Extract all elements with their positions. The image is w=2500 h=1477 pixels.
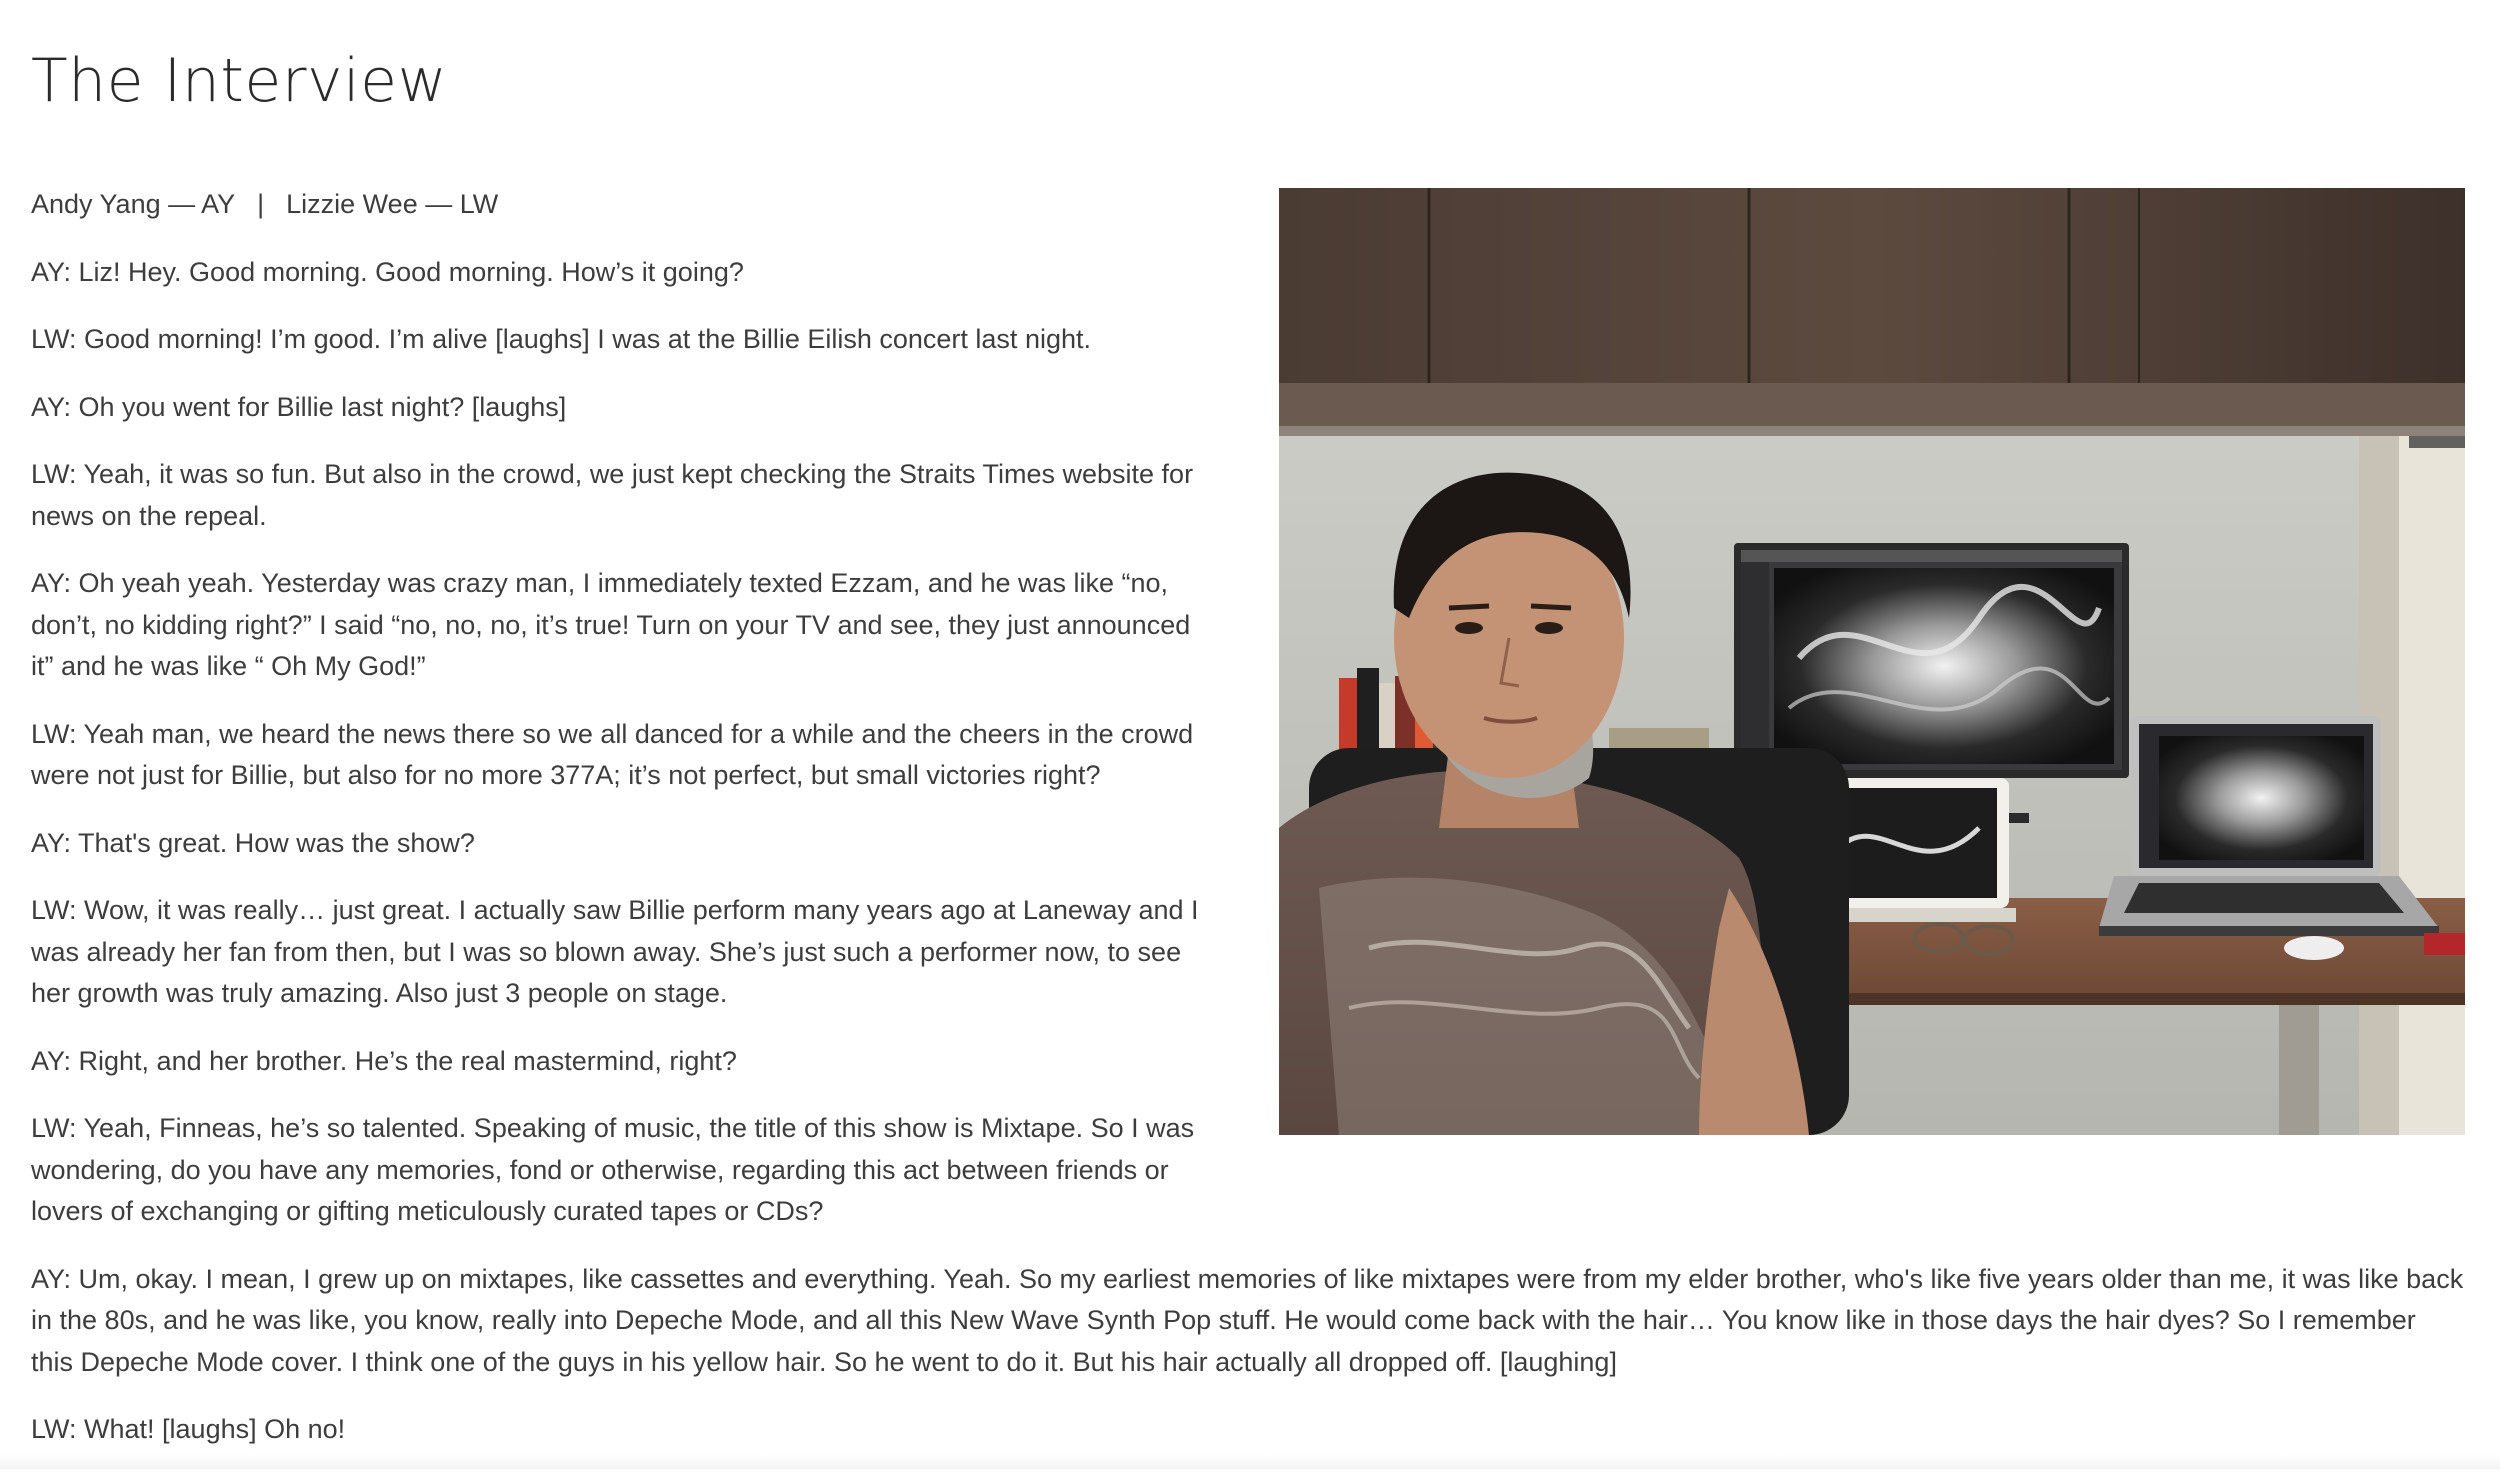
speaker-separator: | [257,189,265,219]
dialogue-paragraph: LW: Yeah, Finneas, he’s so talented. Speaking of music, the title of this show is Mixtape. So I was wondering, do you have any memories, fond or otherwise, regarding this act between friends or lovers of exchanging or gifting meticulously curated tapes or CDs? [31,1113,1195,1226]
portrait-photo [1279,188,2465,1135]
bottom-fade [0,1455,2500,1469]
dialogue-paragraph: LW: What! [laughs] Oh no! [31,1414,346,1444]
dialogue-paragraph: AY: Right, and her brother. He’s the real mastermind, right? [31,1045,737,1076]
dialogue-paragraph: LW: Good morning! I’m good. I’m alive [laughs] I was at the Billie Eilish concert last night. [31,324,1091,354]
speaker-lw: Lizzie Wee — LW [286,189,499,219]
dialogue-paragraph: AY: Um, okay. I mean, I grew up on mixtapes, like cassettes and everything. Yeah. So my earliest memories of like mixtapes were from my elder brother, who's like five years older than me, it was like back in the 80s, and he was like, you know, really into Depeche Mode, and all this New Wave Synth Pop stuff. He would come back with the hair… You know like in those days the hair dyes? So I remember this Depeche Mode cover. I think one of the guys in his yellow hair. So he went to do it. But his hair actually all dropped off. [laughing] [31,1263,2464,1377]
page-title: The Interview [31,46,448,116]
dialogue-paragraph: LW: Wow, it was really… just great. I actually saw Billie perform many years ago at Laneway and I was already her fan from then, but I was so blown away. She’s just such a performer now, to see her growth was truly amazing. Also just 3 people on stage. [31,895,1199,1008]
dialogue-paragraph: LW: Yeah, it was so fun. But also in the crowd, we just kept checking the Straits Times website for news on the repeal. [31,459,1194,531]
dialogue-paragraph: AY: Oh yeah yeah. Yesterday was crazy man, I immediately texted Ezzam, and he was like “no, don’t, no kidding right?” I said “no, no, no, it’s true! Turn on your TV and see, they just announced it” and he was like “ Oh My God!” [31,568,1191,681]
speaker-ay: Andy Yang — AY [31,189,236,219]
dialogue-paragraph: LW: Yeah man, we heard the news there so we all danced for a while and the cheers in the crowd were not just for Billie, but also for no more 377A; it’s not perfect, but small victories right? [31,718,1194,790]
dialogue-paragraph: AY: Oh you went for Billie last night? [laughs] [31,391,567,422]
dialogue-paragraph: AY: Liz! Hey. Good morning. Good morning. How’s it going? [31,256,744,287]
article-body [31,184,2465,1477]
portrait-photo-illustration [1279,188,2465,1135]
dialogue-paragraph: AY: That's great. How was the show? [31,827,475,858]
article [31,0,2465,1444]
